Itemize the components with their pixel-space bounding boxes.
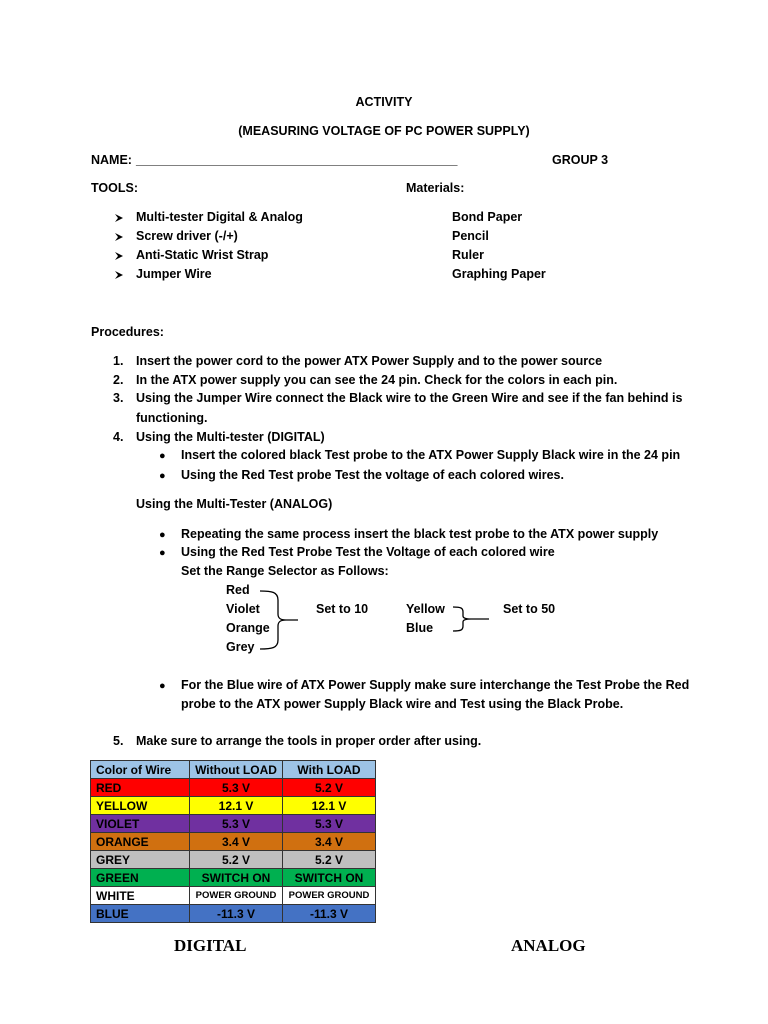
procedure-step-continued: functioning. [136,411,208,425]
without-load-cell: 3.4 V [190,833,283,851]
material-item: Pencil [452,229,489,243]
with-load-cell: POWER GROUND [283,887,376,905]
table-row [91,887,376,905]
materials-label: Materials: [406,181,465,195]
range-selector-label: Set the Range Selector as Follows: [181,564,389,578]
range-setting: Set to 10 [316,602,369,616]
step-number: 1. [113,354,124,368]
bullet-dot-icon: ● [159,470,166,482]
procedure-substep-continued: probe to the ATX power Supply Black wire and Test using the Black Probe. [181,697,624,711]
bullet-dot-icon: ● [159,547,166,559]
bullet-dot-icon: ● [159,529,166,541]
wire-color-cell: WHITE [91,887,190,905]
tools-label: TOOLS: [91,181,138,195]
step-number: 2. [113,373,124,387]
table-row [91,779,376,797]
analog-heading: Using the Multi-Tester (ANALOG) [136,497,333,511]
wire-color-cell: GREEN [91,869,190,887]
without-load-cell: 12.1 V [190,797,283,815]
wire-color-cell: RED [91,779,190,797]
analog-label: ANALOG [511,936,586,955]
procedure-step: In the ATX power supply you can see the 24 pin. Check for the colors in each pin. [136,373,618,387]
tool-item: Anti-Static Wrist Strap [136,248,269,262]
wire-color-cell: YELLOW [91,797,190,815]
with-load-cell: 3.4 V [283,833,376,851]
arrow-bullet-icon [114,251,124,261]
range-color: Yellow [406,602,445,616]
page-subtitle: (MEASURING VOLTAGE OF PC POWER SUPPLY) [238,124,530,138]
bullet-dot-icon: ● [159,680,166,692]
wire-color-cell: BLUE [91,905,190,923]
tool-item: Jumper Wire [136,267,212,281]
group-label: GROUP 3 [552,153,609,167]
without-load-cell: 5.2 V [190,851,283,869]
right-brace-icon [258,588,302,652]
wire-color-cell: ORANGE [91,833,190,851]
without-load-cell: POWER GROUND [190,887,283,905]
page-title: ACTIVITY [355,95,413,109]
procedure-step: Using the Multi-tester (DIGITAL) [136,430,325,444]
without-load-cell: -11.3 V [190,905,283,923]
digital-label: DIGITAL [174,936,247,955]
range-setting: Set to 50 [503,602,556,616]
tool-item: Screw driver (-/+) [136,229,238,243]
tool-item: Multi-tester Digital & Analog [136,210,303,224]
range-color: Orange [226,621,270,635]
wire-color-cell: GREY [91,851,190,869]
procedure-step: Make sure to arrange the tools in proper order after using. [136,734,482,748]
procedure-substep: For the Blue wire of ATX Power Supply make sure interchange the Test Probe the Red [181,678,690,692]
range-color: Blue [406,621,434,635]
without-load-cell: SWITCH ON [190,869,283,887]
bullet-dot-icon: ● [159,450,166,462]
table-header-cell: Without LOAD [190,761,283,779]
procedure-substep: Using the Red Test Probe Test the Voltage of each colored wire [181,545,555,559]
arrow-bullet-icon [114,213,124,223]
voltage-table [90,760,376,923]
step-number: 5. [113,734,124,748]
table-row [91,851,376,869]
procedures-label: Procedures: [91,325,164,339]
table-row [91,833,376,851]
name-label: NAME: [91,153,132,167]
procedure-step: Using the Jumper Wire connect the Black wire to the Green Wire and see if the fan behind is [136,391,683,405]
table-row [91,815,376,833]
material-item: Ruler [452,248,484,262]
arrow-bullet-icon [114,270,124,280]
range-color: Grey [226,640,255,654]
with-load-cell: 12.1 V [283,797,376,815]
procedure-step: Insert the power cord to the power ATX Power Supply and to the power source [136,354,603,368]
with-load-cell: -11.3 V [283,905,376,923]
step-number: 3. [113,391,124,405]
without-load-cell: 5.3 V [190,815,283,833]
with-load-cell: SWITCH ON [283,869,376,887]
with-load-cell: 5.2 V [283,851,376,869]
table-header-cell: With LOAD [283,761,376,779]
table-row [91,797,376,815]
without-load-cell: 5.3 V [190,779,283,797]
range-color: Red [226,583,250,597]
right-brace-icon [451,605,491,633]
table-header-cell: Color of Wire [91,761,190,779]
material-item: Graphing Paper [452,267,546,281]
procedure-substep: Repeating the same process insert the black test probe to the ATX power supply [181,527,659,541]
wire-color-cell: VIOLET [91,815,190,833]
with-load-cell: 5.2 V [283,779,376,797]
table-row [91,869,376,887]
arrow-bullet-icon [114,232,124,242]
table-row [91,905,376,923]
step-number: 4. [113,430,124,444]
procedure-substep: Insert the colored black Test probe to the ATX Power Supply Black wire in the 24 pin [181,448,681,462]
range-color: Violet [226,602,260,616]
with-load-cell: 5.3 V [283,815,376,833]
name-blank-line: _________________________________________________ [136,153,458,167]
table-header-row [91,761,376,779]
material-item: Bond Paper [452,210,523,224]
procedure-substep: Using the Red Test probe Test the voltage of each colored wires. [181,468,564,482]
